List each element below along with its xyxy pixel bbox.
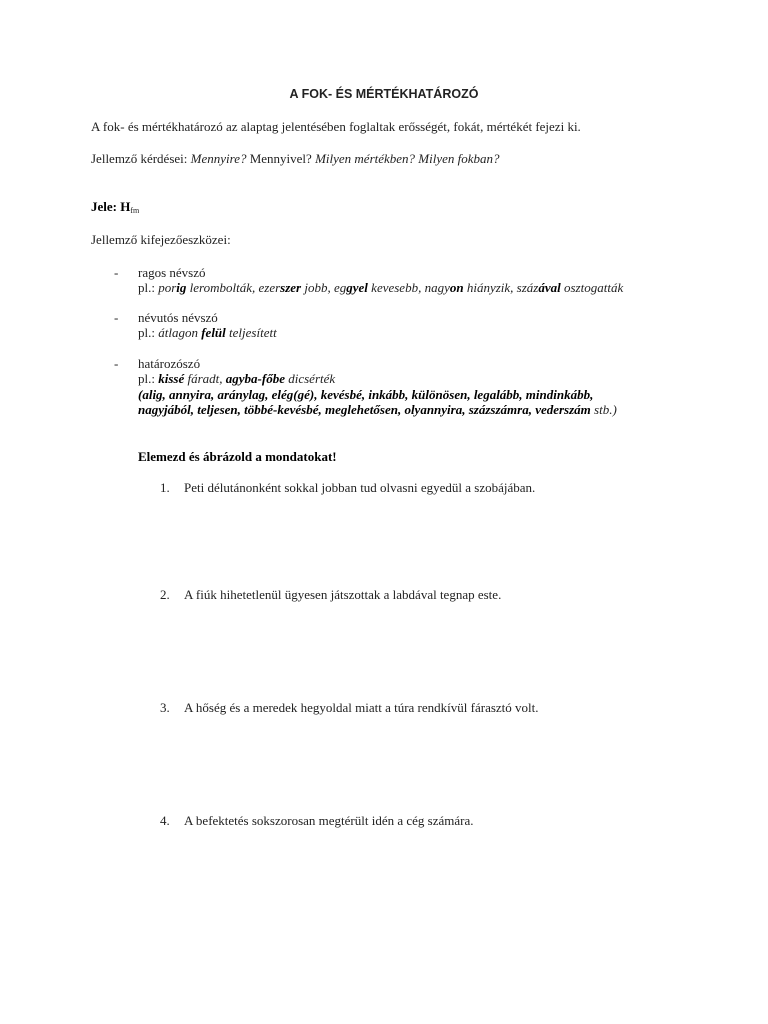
sentence-number: 1. xyxy=(160,480,170,495)
category-name: névutós névszó xyxy=(138,310,218,325)
example-part: agyba-főbe xyxy=(225,371,285,386)
question-3: Milyen mértékben? Milyen fokban? xyxy=(315,151,500,166)
example-part: ig xyxy=(176,280,187,295)
adverb-list-line-2: nagyjából, teljesen, többé-kevésbé, meglehetősen, olyannyira, százszámra, vederszám stb.) xyxy=(138,402,617,417)
category-example xyxy=(138,371,335,387)
example-part: felül xyxy=(201,325,226,340)
example-part: gyel xyxy=(346,280,368,295)
category-dash: - xyxy=(114,356,119,371)
category-example xyxy=(138,325,277,341)
sign-label: Jele: H xyxy=(91,199,131,214)
question-1: Mennyire? xyxy=(190,151,247,166)
category-dash: - xyxy=(114,310,119,325)
example-part: on xyxy=(449,280,464,295)
task-title: Elemezd és ábrázold a mondatokat! xyxy=(138,449,337,464)
sentence-text: A befektetés sokszorosan megtérült idén a cég számára. xyxy=(184,813,474,828)
sign-subscript: fm xyxy=(130,206,140,215)
example-part: szer xyxy=(280,280,302,295)
questions-label: Jellemző kérdései: xyxy=(91,151,191,166)
example-part: hiányzik, száz xyxy=(463,280,539,295)
category-dash: - xyxy=(114,265,119,280)
example-part: dicsérték xyxy=(284,371,336,386)
example-part: kissé xyxy=(158,371,185,386)
example-part: jobb, eg xyxy=(301,280,347,295)
sentence-number: 4. xyxy=(160,813,170,828)
example-part: ával xyxy=(538,280,561,295)
sentence-text: Peti délutánonként sokkal jobban tud olvasni egyedül a szobájában. xyxy=(184,480,536,495)
question-2: Mennyivel? xyxy=(246,151,316,166)
means-label: Jellemző kifejezőeszközei: xyxy=(91,232,231,247)
example-part: teljesített xyxy=(225,325,277,340)
adverb-list-line-1: (alig, annyira, aránylag, elég(gé), kevésbé, inkább, különösen, legalább, mindinkább, xyxy=(138,387,594,402)
example-part: fáradt, xyxy=(184,371,226,386)
example-part: átlagon xyxy=(158,325,202,340)
sentence-text: A fiúk hihetetlenül ügyesen játszottak a labdával tegnap este. xyxy=(184,587,502,602)
example-part: kevesebb, nagy xyxy=(367,280,450,295)
list-end: stb.) xyxy=(590,402,617,417)
example-prefix: pl.: xyxy=(138,325,159,340)
example-part: lerombolták, ezer xyxy=(186,280,281,295)
example-part: por xyxy=(158,280,177,295)
sentence-text: A hőség és a meredek hegyoldal miatt a túra rendkívül fárasztó volt. xyxy=(184,700,539,715)
sentence-number: 2. xyxy=(160,587,170,602)
example-prefix: pl.: xyxy=(138,371,159,386)
category-name: határozószó xyxy=(138,356,201,371)
intro-paragraph: A fok- és mértékhatározó az alaptag jelentésében foglaltak erősségét, fokát, mértékét fejezi ki. xyxy=(91,119,581,134)
page-title: A FOK- ÉS MÉRTÉKHATÁROZÓ xyxy=(289,87,479,101)
sign-line xyxy=(91,199,139,215)
example-part: osztogatták xyxy=(560,280,624,295)
category-example xyxy=(138,280,623,296)
questions-line xyxy=(91,151,500,167)
sentence-number: 3. xyxy=(160,700,170,715)
example-prefix: pl.: xyxy=(138,280,159,295)
category-name: ragos névszó xyxy=(138,265,206,280)
